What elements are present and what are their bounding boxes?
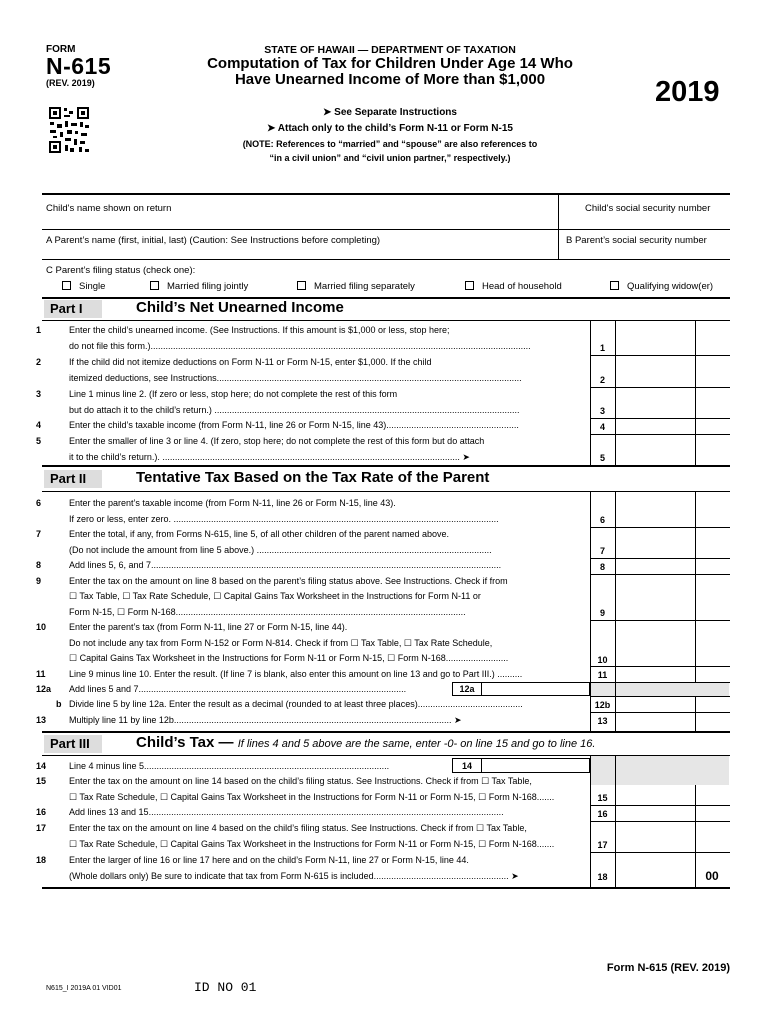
line-17-number: 17 [597,840,608,850]
line-11-number: 11 [597,670,608,680]
form-revision: (REV. 2019) [46,78,95,88]
line-11-input[interactable] [616,667,694,682]
qr-code-icon [48,106,90,154]
line-12a-number: 12a [452,682,482,696]
line-6-input[interactable] [616,512,694,527]
part-3-title: Child’s Tax — If lines 4 and 5 above are the same, enter -0- on line 15 and go to line 16. [136,734,596,751]
line-6-number: 6 [599,515,605,525]
footer-form-ref: Form N-615 (REV. 2019) [606,962,730,974]
line-17-input[interactable] [616,837,694,852]
line-10-input[interactable] [616,651,694,666]
line-16-input[interactable] [616,806,694,821]
filing-status-hoh[interactable]: Head of household [465,281,562,292]
filing-status-mfs[interactable]: Married filing separately [297,281,415,292]
note-line-2: “in a civil union” and “civil union partner,” respectively.) [269,153,511,163]
see-instructions: ➤ See Separate Instructions [323,107,457,118]
form-title [190,56,590,88]
line-3-number: 3 [599,406,605,416]
line-7-number: 7 [599,546,605,556]
part-1-tag: Part I [44,300,102,318]
line-12b-number: 12b [594,700,611,710]
line-16-number: 16 [597,809,608,819]
form-number: N-615 [46,53,112,79]
part-3-tag: Part III [44,735,102,753]
line-12b-input[interactable] [616,697,694,712]
line-12a-input[interactable] [482,682,590,696]
parent-ssn-label: B Parent’s social security number [566,235,707,246]
filing-status-qw[interactable]: Qualifying widow(er) [610,281,713,292]
line-1-input[interactable] [616,339,694,354]
checkbox-icon[interactable] [610,281,619,290]
parent-ssn-input[interactable] [562,246,728,258]
child-ssn-input[interactable] [562,214,728,228]
line-15-input[interactable] [616,790,694,805]
line-13-number: 13 [597,716,608,726]
form-label: FORM [46,44,76,55]
part-2-title: Tentative Tax Based on the Tax Rate of the Parent [136,469,490,486]
checkbox-icon[interactable] [297,281,306,290]
line-14-number: 14 [452,758,482,773]
line-4-number: 4 [599,422,605,432]
child-name-input[interactable] [46,214,556,228]
line-8-input[interactable] [616,559,694,574]
checkbox-icon[interactable] [62,281,71,290]
checkbox-icon[interactable] [465,281,474,290]
part-1-title: Child’s Net Unearned Income [136,299,344,316]
note-line-1: (NOTE: References to “married” and “spouse” are also references to [242,139,538,149]
line-13-input[interactable] [616,713,694,730]
footer-id: ID NO 01 [194,980,257,995]
line-14-input[interactable] [482,758,590,773]
title-line-1: Computation of Tax for Children Under Age 14 Who [207,55,573,72]
parent-name-label: A Parent’s name (first, initial, last) (Caution: See Instructions before completing) [46,235,381,246]
line-15-number: 15 [597,793,608,803]
line-4-input[interactable] [616,419,694,434]
line-2-number: 2 [599,375,605,385]
line-18-input[interactable] [616,869,694,886]
line-18-cents: 00 [705,869,719,883]
agency-name: STATE OF HAWAII — DEPARTMENT OF TAXATION [264,44,516,56]
line-1-number: 1 [599,343,605,353]
line-5-number: 5 [599,453,605,463]
title-line-2: Have Unearned Income of More than $1,000 [234,71,546,88]
line-18-number: 18 [597,872,608,882]
tax-year: 2019 [655,76,720,108]
filing-status-label: C Parent’s filing status (check one): [46,265,196,276]
footer-code: N615_I 2019A 01 VID01 [46,985,122,992]
child-name-label: Child's name shown on return [46,203,172,214]
line-2-input[interactable] [616,371,694,386]
filing-status-mfj[interactable]: Married filing jointly [150,281,248,292]
checkbox-icon[interactable] [150,281,159,290]
filing-status-single[interactable]: Single [62,281,105,292]
line-7-input[interactable] [616,543,694,558]
line-9-input[interactable] [616,605,694,620]
attach-instructions: ➤ Attach only to the child’s Form N-11 or Form N-15 [266,123,513,134]
line-9-number: 9 [599,608,605,618]
line-8-number: 8 [599,562,605,572]
parent-name-input[interactable] [46,246,556,258]
line-5-input[interactable] [616,450,694,465]
part-2-tag: Part II [44,470,102,488]
child-ssn-label: Child's social security number [585,203,711,214]
line-3-input[interactable] [616,403,694,418]
line-10-number: 10 [597,655,608,665]
